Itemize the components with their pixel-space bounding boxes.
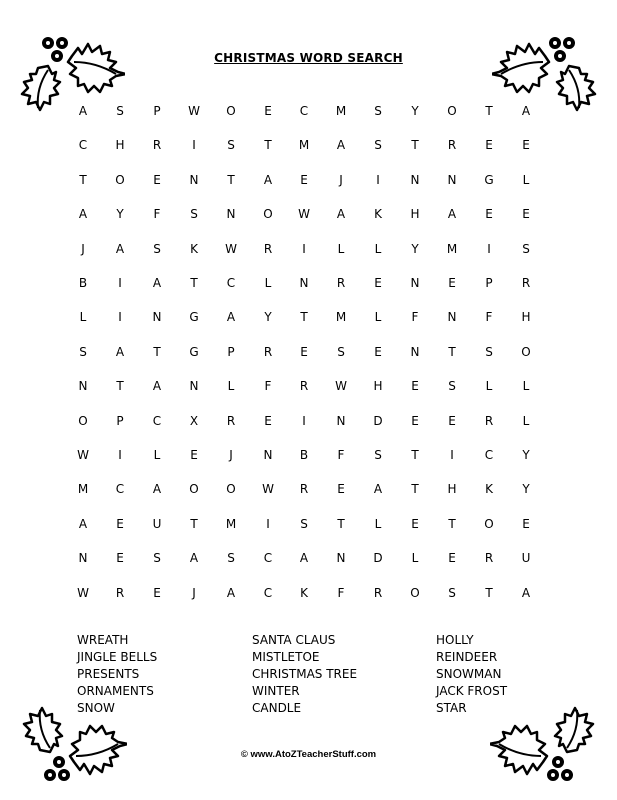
- grid-letter: E: [485, 138, 493, 153]
- grid-letter: Y: [264, 310, 272, 325]
- grid-letter: Y: [411, 241, 419, 256]
- grid-letter: A: [78, 104, 88, 118]
- holly-bottom-right-icon: [490, 690, 605, 790]
- grid-letter: A: [152, 276, 162, 290]
- grid-letter: E: [448, 413, 456, 428]
- holly-top-left-icon: [10, 28, 125, 118]
- grid-letter: A: [226, 310, 236, 325]
- grid-letter: N: [299, 276, 309, 290]
- grid-row: [0, 276, 617, 296]
- grid-letter: W: [225, 241, 237, 256]
- grid-letter: L: [522, 172, 530, 187]
- grid-letter: J: [339, 172, 343, 187]
- grid-letter: S: [448, 585, 456, 600]
- grid-letter: E: [153, 585, 161, 600]
- copyright-footer: © www.AtoZTeacherStuff.com: [240, 749, 377, 760]
- word-item: SNOW: [77, 701, 115, 715]
- grid-letter: T: [411, 138, 419, 153]
- grid-letter: E: [522, 516, 530, 531]
- grid-letter: M: [446, 241, 458, 256]
- grid-letter: T: [411, 482, 419, 497]
- grid-letter: C: [115, 482, 125, 497]
- grid-letter: O: [447, 104, 457, 118]
- grid-letter: O: [115, 172, 125, 187]
- grid-letter: W: [188, 104, 200, 118]
- grid-letter: W: [77, 585, 89, 600]
- grid-letter: F: [264, 379, 272, 394]
- grid-letter: O: [78, 413, 88, 428]
- grid-letter: E: [337, 482, 345, 497]
- grid-row: [0, 448, 617, 468]
- grid-letter: L: [79, 310, 87, 325]
- grid-letter: M: [225, 516, 237, 531]
- grid-letter: R: [226, 413, 236, 428]
- grid-row: [0, 207, 617, 227]
- grid-letter: Y: [116, 207, 124, 222]
- grid-letter: L: [522, 379, 530, 394]
- grid-letter: S: [485, 344, 493, 359]
- word-item: HOLLY: [436, 633, 474, 647]
- grid-letter: M: [298, 138, 310, 153]
- grid-letter: F: [485, 310, 493, 325]
- grid-letter: W: [262, 482, 274, 497]
- grid-letter: S: [116, 104, 124, 118]
- grid-letter: I: [118, 276, 122, 290]
- grid-letter: A: [226, 585, 236, 600]
- grid-letter: S: [79, 344, 87, 359]
- grid-row: [0, 551, 617, 571]
- grid-letter: R: [299, 379, 309, 394]
- grid-letter: S: [227, 138, 235, 153]
- grid-letter: N: [226, 207, 236, 222]
- grid-letter: A: [336, 138, 346, 153]
- grid-letter: M: [335, 104, 347, 118]
- grid-letter: N: [78, 379, 88, 394]
- grid-letter: R: [263, 241, 273, 256]
- grid-letter: S: [190, 207, 198, 222]
- holly-top-right-icon: [492, 28, 607, 118]
- grid-letter: I: [302, 413, 306, 428]
- grid-letter: R: [152, 138, 162, 153]
- grid-letter: I: [487, 241, 491, 256]
- grid-letter: E: [522, 207, 530, 222]
- grid-letter: E: [485, 207, 493, 222]
- grid-letter: C: [263, 551, 273, 566]
- grid-letter: E: [522, 138, 530, 153]
- grid-letter: N: [263, 448, 273, 462]
- grid-row: [0, 173, 617, 193]
- grid-letter: O: [226, 104, 236, 118]
- grid-letter: E: [448, 276, 456, 290]
- grid-letter: S: [374, 448, 382, 462]
- word-item: WINTER: [252, 684, 300, 698]
- grid-letter: T: [300, 310, 308, 325]
- grid-letter: R: [484, 551, 494, 566]
- grid-letter: N: [336, 551, 346, 566]
- grid-letter: N: [336, 413, 346, 428]
- grid-letter: C: [484, 448, 494, 462]
- grid-letter: A: [152, 379, 162, 394]
- grid-letter: W: [335, 379, 347, 394]
- holly-bottom-left-icon: [12, 690, 127, 790]
- grid-letter: F: [337, 448, 345, 462]
- grid-letter: A: [336, 207, 346, 222]
- grid-letter: A: [263, 172, 273, 187]
- word-item: MISTLETOE: [252, 650, 320, 664]
- grid-letter: N: [410, 172, 420, 187]
- grid-letter: E: [374, 276, 382, 290]
- grid-letter: F: [337, 585, 345, 600]
- grid-letter: E: [411, 516, 419, 531]
- grid-letter: E: [300, 172, 308, 187]
- grid-letter: D: [373, 413, 383, 428]
- grid-letter: K: [190, 241, 198, 256]
- grid-letter: T: [190, 516, 198, 531]
- grid-letter: E: [190, 448, 198, 462]
- grid-letter: E: [411, 413, 419, 428]
- grid-letter: T: [264, 138, 272, 153]
- grid-letter: L: [374, 310, 382, 325]
- grid-row: [0, 345, 617, 365]
- grid-row: [0, 586, 617, 606]
- grid-letter: A: [115, 241, 125, 256]
- grid-letter: L: [522, 413, 530, 428]
- grid-letter: S: [153, 551, 161, 566]
- word-item: CANDLE: [252, 701, 302, 715]
- word-list-column-2: [252, 632, 357, 717]
- grid-letter: R: [299, 482, 309, 497]
- grid-letter: L: [485, 379, 493, 394]
- grid-letter: S: [337, 344, 345, 359]
- grid-row: [0, 379, 617, 399]
- grid-letter: C: [299, 104, 309, 118]
- grid-letter: R: [336, 276, 346, 290]
- grid-letter: I: [376, 172, 380, 187]
- grid-letter: T: [190, 276, 198, 290]
- grid-letter: E: [264, 104, 272, 118]
- word-item: JINGLE BELLS: [77, 650, 158, 664]
- word-item: SNOWMAN: [436, 667, 502, 681]
- grid-letter: E: [264, 413, 272, 428]
- grid-letter: C: [226, 276, 236, 290]
- grid-letter: W: [298, 207, 310, 222]
- grid-letter: N: [189, 172, 199, 187]
- grid-letter: O: [410, 585, 420, 600]
- grid-letter: N: [447, 172, 457, 187]
- grid-letter: L: [374, 241, 382, 256]
- grid-letter: M: [77, 482, 89, 497]
- grid-letter: E: [116, 551, 124, 566]
- grid-letter: P: [116, 413, 124, 428]
- grid-letter: T: [485, 104, 493, 118]
- grid-letter: U: [521, 551, 531, 566]
- grid-letter: N: [152, 310, 162, 325]
- grid-letter: L: [337, 241, 345, 256]
- word-item: CHRISTMAS TREE: [252, 667, 358, 681]
- grid-letter: T: [485, 585, 493, 600]
- grid-letter: L: [264, 276, 272, 290]
- grid-letter: P: [227, 344, 235, 359]
- word-item: REINDEER: [436, 650, 498, 664]
- grid-letter: O: [263, 207, 273, 222]
- grid-letter: G: [189, 344, 199, 359]
- grid-letter: A: [521, 104, 531, 118]
- grid-letter: T: [411, 448, 419, 462]
- grid-letter: O: [226, 482, 236, 497]
- grid-letter: X: [189, 413, 199, 428]
- grid-letter: A: [152, 482, 162, 497]
- grid-letter: H: [447, 482, 457, 497]
- grid-letter: E: [153, 172, 161, 187]
- grid-row: [0, 242, 617, 262]
- grid-letter: T: [448, 516, 456, 531]
- grid-letter: L: [153, 448, 161, 462]
- grid-letter: E: [300, 344, 308, 359]
- grid-letter: A: [78, 207, 88, 222]
- grid-letter: K: [374, 207, 382, 222]
- grid-letter: Y: [522, 448, 530, 462]
- grid-letter: O: [189, 482, 199, 497]
- grid-letter: Y: [522, 482, 530, 497]
- grid-letter: C: [78, 138, 88, 153]
- grid-letter: S: [227, 551, 235, 566]
- grid-letter: N: [410, 276, 420, 290]
- grid-letter: J: [192, 585, 196, 600]
- grid-letter: F: [153, 207, 161, 222]
- grid-letter: W: [77, 448, 89, 462]
- grid-letter: I: [118, 448, 122, 462]
- grid-letter: N: [189, 379, 199, 394]
- grid-row: [0, 414, 617, 434]
- grid-letter: N: [78, 551, 88, 566]
- grid-letter: S: [300, 516, 308, 531]
- grid-row: [0, 138, 617, 158]
- grid-letter: M: [335, 310, 347, 325]
- grid-letter: H: [115, 138, 125, 153]
- grid-letter: A: [189, 551, 199, 566]
- grid-letter: S: [522, 241, 530, 256]
- grid-letter: A: [447, 207, 457, 222]
- grid-letter: U: [152, 516, 162, 531]
- grid-letter: K: [485, 482, 493, 497]
- grid-letter: S: [153, 241, 161, 256]
- grid-letter: B: [78, 276, 88, 290]
- grid-letter: G: [484, 172, 494, 187]
- grid-letter: E: [411, 379, 419, 394]
- grid-row: [0, 517, 617, 537]
- grid-letter: S: [448, 379, 456, 394]
- grid-letter: P: [485, 276, 493, 290]
- grid-letter: E: [116, 516, 124, 531]
- grid-letter: H: [521, 310, 531, 325]
- grid-letter: R: [263, 344, 273, 359]
- grid-letter: T: [116, 379, 124, 394]
- grid-row: [0, 310, 617, 330]
- grid-letter: Y: [411, 104, 419, 118]
- grid-letter: R: [484, 413, 494, 428]
- grid-letter: O: [521, 344, 531, 359]
- grid-letter: A: [521, 585, 531, 600]
- grid-letter: F: [411, 310, 419, 325]
- grid-letter: T: [337, 516, 345, 531]
- grid-letter: I: [266, 516, 270, 531]
- grid-letter: T: [448, 344, 456, 359]
- grid-letter: T: [227, 172, 235, 187]
- grid-letter: R: [521, 276, 531, 290]
- grid-letter: I: [302, 241, 306, 256]
- grid-letter: L: [374, 516, 382, 531]
- grid-letter: J: [81, 241, 85, 256]
- grid-letter: A: [299, 551, 309, 566]
- grid-letter: A: [373, 482, 383, 497]
- word-item: ORNAMENTS: [77, 684, 154, 698]
- word-item: PRESENTS: [77, 667, 140, 681]
- grid-letter: N: [410, 344, 420, 359]
- grid-letter: C: [152, 413, 162, 428]
- word-item: SANTA CLAUS: [252, 633, 336, 647]
- grid-letter: A: [78, 516, 88, 531]
- grid-letter: I: [450, 448, 454, 462]
- grid-letter: P: [153, 104, 161, 118]
- grid-letter: R: [373, 585, 383, 600]
- grid-letter: T: [153, 344, 161, 359]
- word-item: WREATH: [77, 633, 129, 647]
- grid-letter: O: [484, 516, 494, 531]
- grid-letter: L: [227, 379, 235, 394]
- grid-letter: S: [374, 138, 382, 153]
- grid-letter: S: [374, 104, 382, 118]
- grid-letter: H: [410, 207, 420, 222]
- grid-letter: C: [263, 585, 273, 600]
- grid-letter: T: [79, 172, 87, 187]
- grid-letter: R: [115, 585, 125, 600]
- grid-letter: I: [118, 310, 122, 325]
- word-item: STAR: [436, 701, 467, 715]
- grid-letter: E: [448, 551, 456, 566]
- grid-letter: J: [229, 448, 233, 462]
- grid-letter: N: [447, 310, 457, 325]
- grid-letter: A: [115, 344, 125, 359]
- grid-letter: R: [447, 138, 457, 153]
- grid-letter: H: [373, 379, 383, 394]
- grid-row: [0, 482, 617, 502]
- page-title: CHRISTMAS WORD SEARCH: [214, 51, 403, 65]
- grid-letter: D: [373, 551, 383, 566]
- grid-letter: L: [411, 551, 419, 566]
- grid-letter: K: [300, 585, 308, 600]
- grid-letter: E: [374, 344, 382, 359]
- grid-letter: I: [192, 138, 196, 153]
- grid-letter: G: [189, 310, 199, 325]
- grid-letter: B: [299, 448, 309, 462]
- word-item: JACK FROST: [436, 684, 508, 698]
